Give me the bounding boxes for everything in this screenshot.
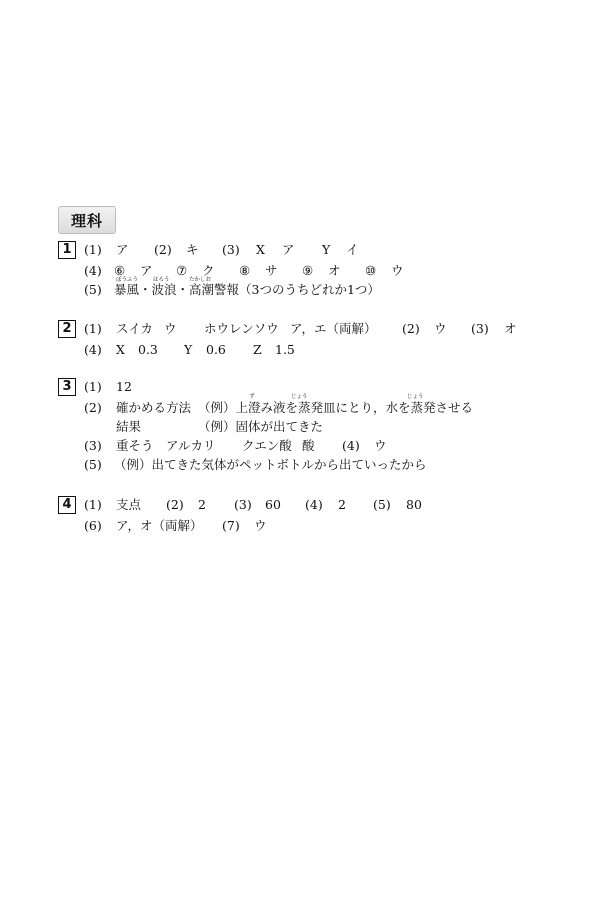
answer-value: （例）出てきた気体がペットボトルから出ていったから	[114, 457, 427, 472]
item-label: (1)	[84, 321, 102, 336]
answer-value: 12	[116, 379, 132, 394]
answer-value: ア	[116, 242, 129, 257]
answer-label: Y	[184, 342, 193, 357]
answer-label: ⑦	[176, 263, 188, 278]
answer-value: キ	[186, 242, 199, 257]
item-label: (5)	[84, 282, 102, 297]
answer-label: 重そう	[116, 438, 154, 453]
subject-title: 理科	[70, 211, 103, 230]
answer-value: 80	[406, 497, 422, 512]
item-label: (6)	[84, 518, 102, 533]
answer-label: ⑧	[239, 263, 251, 278]
answer-value: ウ	[164, 321, 177, 336]
answer-value: 1.5	[275, 342, 295, 357]
item-label: (4)	[84, 342, 102, 357]
answer-label: 結果	[116, 419, 142, 434]
answer-value: イ	[346, 242, 359, 257]
answer-value: ウ	[374, 438, 387, 453]
item-label: (1)	[84, 242, 102, 257]
question-number-2: 2	[58, 320, 76, 338]
answer-value: アルカリ	[166, 438, 216, 453]
answer-value: 暴風・波浪・高潮警報（3つのうちどれか1つ）	[114, 282, 380, 297]
item-label: (2)	[154, 242, 172, 257]
answer-value: ク	[202, 263, 215, 278]
answer-label: ⑩	[365, 263, 377, 278]
answer-value: （例）固体が出てきた	[198, 419, 324, 434]
answer-value: ウ	[434, 321, 447, 336]
item-label: (3)	[222, 242, 240, 257]
answer-value: 2	[338, 497, 346, 512]
answer-label: 確かめる方法	[116, 400, 192, 415]
item-label: (5)	[84, 457, 102, 472]
item-label: (3)	[234, 497, 252, 512]
answer-value: ア，オ（両解）	[116, 518, 203, 533]
answer-label: X	[116, 342, 125, 357]
answer-value: オ	[328, 263, 341, 278]
answer-value: 0.6	[206, 342, 226, 357]
item-label: (1)	[84, 379, 102, 394]
question-number-3: 3	[58, 378, 76, 396]
item-label: (2)	[402, 321, 420, 336]
item-label: (4)	[342, 438, 360, 453]
item-label: (3)	[471, 321, 489, 336]
answer-value: 2	[198, 497, 206, 512]
answer-value: 酸	[302, 438, 315, 453]
item-label: (1)	[84, 497, 102, 512]
answer-label: ホウレンソウ	[204, 321, 279, 336]
answer-value: ア	[140, 263, 153, 278]
ruby-text: たかしお	[189, 277, 212, 283]
item-label: (5)	[373, 497, 391, 512]
subject-title-box	[58, 206, 116, 234]
answer-value: ウ	[254, 518, 267, 533]
item-label: (2)	[84, 400, 102, 415]
question-number-1: 1	[58, 241, 76, 259]
item-label: (7)	[222, 518, 240, 533]
ruby-text: はろう	[153, 277, 170, 283]
answer-value: ア	[282, 242, 295, 257]
answer-value: オ	[504, 321, 517, 336]
ruby-text: じょう	[407, 394, 424, 400]
answer-label: Y	[322, 242, 331, 257]
answer-value: 60	[265, 497, 281, 512]
answer-value: 0.3	[138, 342, 158, 357]
answer-label: クエン酸	[242, 438, 292, 453]
answer-label: ⑥	[114, 263, 126, 278]
answer-value: ウ	[391, 263, 404, 278]
ruby-text: ず	[249, 394, 255, 400]
answer-value: （例）上澄み液を蒸発皿にとり，水を蒸発させる	[198, 400, 474, 415]
answer-label: X	[256, 242, 265, 257]
answer-label: スイカ	[116, 321, 153, 336]
answer-label: Z	[253, 342, 262, 357]
item-label: (4)	[84, 263, 102, 278]
item-label: (3)	[84, 438, 102, 453]
item-label: (4)	[305, 497, 323, 512]
item-label: (2)	[166, 497, 184, 512]
answer-value: 支点	[116, 497, 142, 512]
ruby-text: ぼうふう	[116, 277, 139, 283]
ruby-text: じょう	[291, 394, 308, 400]
question-number-4: 4	[58, 496, 76, 514]
answer-value: サ	[265, 263, 278, 278]
answer-value: ア，エ（両解）	[290, 321, 377, 336]
answer-label: ⑨	[302, 263, 314, 278]
